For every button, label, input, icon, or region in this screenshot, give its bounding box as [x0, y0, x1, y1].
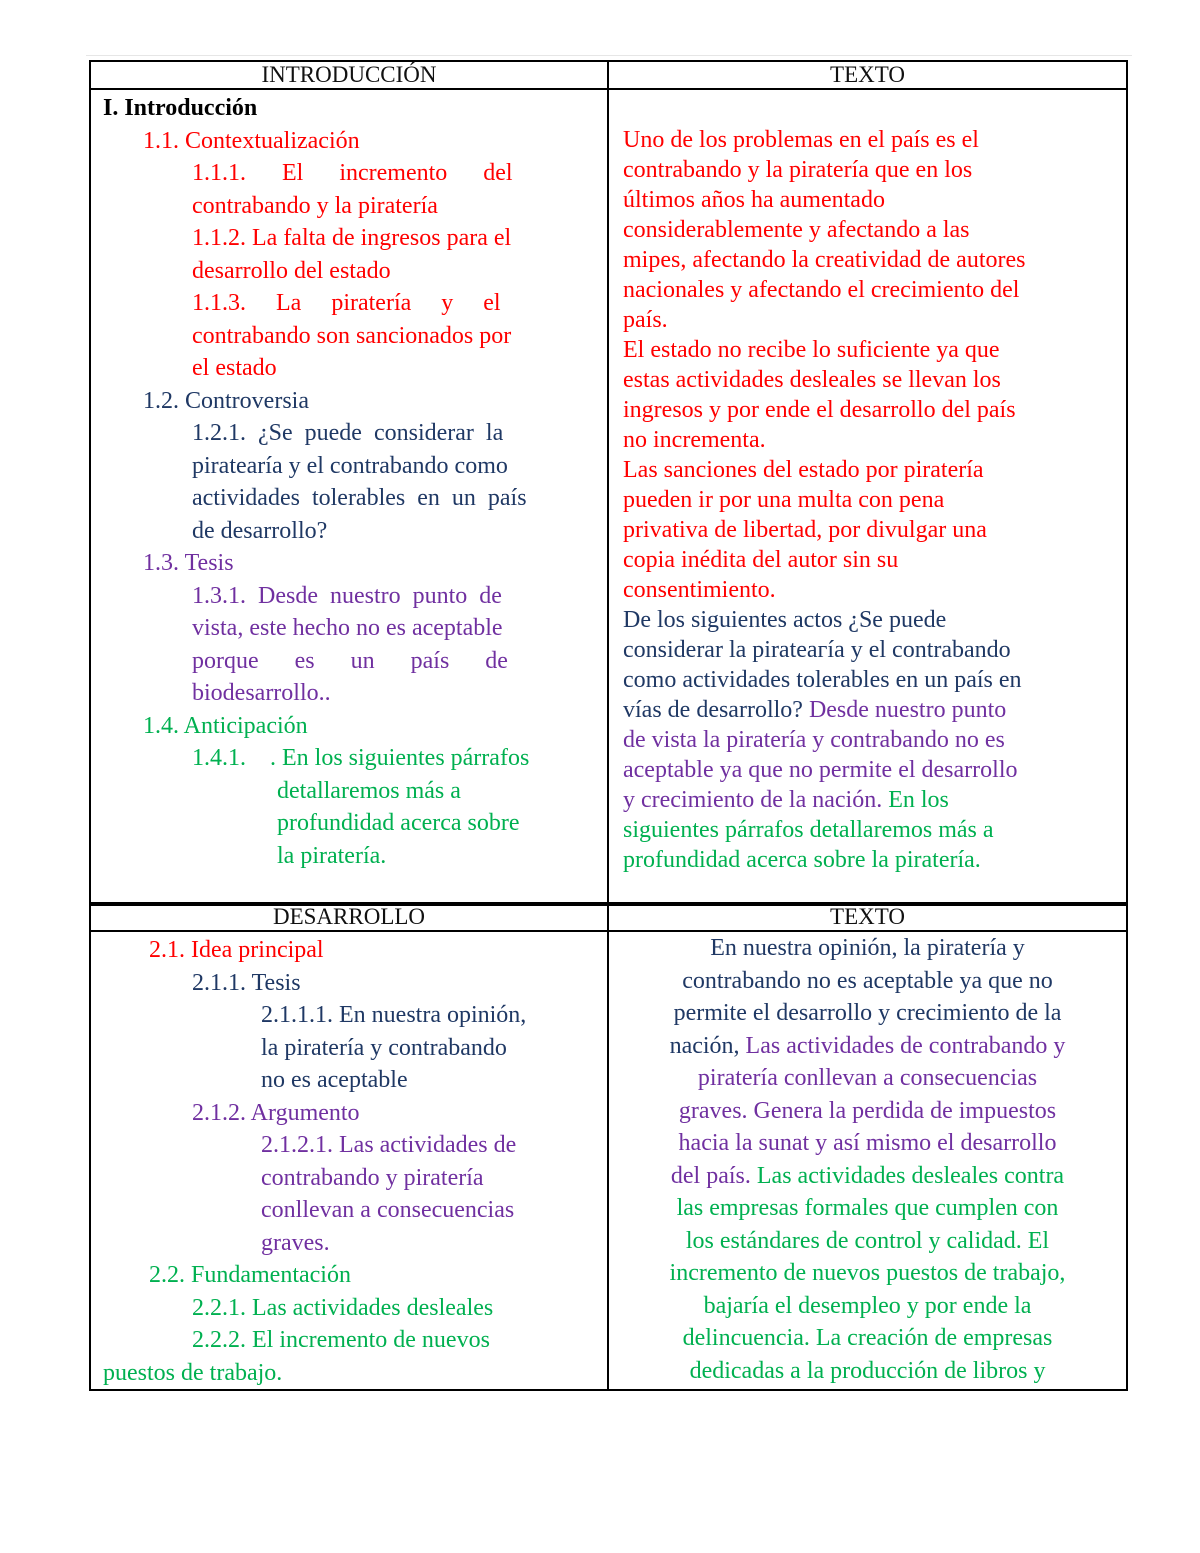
outline-item: de desarrollo? — [192, 517, 328, 544]
outline-item: contrabando y la piratería — [192, 192, 438, 219]
outline-item: 1.1.2. La falta de ingresos para el — [192, 225, 512, 251]
body-line: Uno de los problemas en el país es el — [623, 127, 979, 153]
body-line: aceptable ya que no permite el desarrollo — [623, 757, 1018, 783]
body-line: permite el desarrollo y crecimiento de la — [673, 1000, 1062, 1026]
outline-item: 1.3.1. Desde nuestro punto de — [192, 582, 502, 609]
outline-item: 1.2. Controversia — [143, 387, 309, 414]
body-span: y crecimiento de la nación. — [623, 787, 883, 813]
body-line: no incrementa. — [623, 427, 766, 453]
desarrollo-table — [89, 902, 1128, 1391]
body-text-cell — [608, 89, 1127, 905]
body-line — [623, 785, 1120, 815]
table-header-row — [90, 903, 1127, 931]
body-span: nación, — [669, 1032, 740, 1059]
outline-cell — [90, 931, 608, 1390]
outline-item: puestos de trabajo. — [103, 1359, 283, 1386]
body-line: delincuencia. La creación de empresas — [682, 1325, 1053, 1351]
body-line: El estado no recibe lo suficiente ya que — [623, 337, 1000, 363]
outline-item: biodesarrollo.. — [192, 680, 331, 706]
body-line: contrabando y la piratería que en los — [623, 157, 973, 183]
body-line: considerar la pirateaгía y el contrabando — [623, 637, 1011, 663]
table-header-row — [90, 61, 1127, 89]
outline-item: conllevan a consecuencias — [261, 1197, 515, 1223]
outline-item: vista, este hecho no es aceptable — [192, 615, 503, 641]
body-line: siguientes párrafos detallaremos más a — [623, 817, 994, 843]
outline-item: 1.1. Contextualización — [143, 127, 360, 154]
column-header-texto: TEXTO — [608, 61, 1127, 89]
outline-item: 1.2.1. ¿Se puede considerar la — [192, 420, 504, 446]
outline-item: 2.1.1.1. En nuestra opinión, — [261, 1002, 527, 1028]
body-line: De los siguientes actos ¿Se puede — [623, 607, 947, 633]
outline-item: 2.1.1. Tesis — [192, 969, 301, 996]
outline-item: 2.2.1. Las actividades desleales — [192, 1294, 494, 1321]
body-line — [609, 1160, 1126, 1193]
outline-item: contrabando y piratería — [261, 1164, 484, 1191]
outline-item: el estado — [192, 355, 277, 381]
body-line: nacionales y afectando el crecimiento del — [623, 277, 1020, 303]
outline-item: 2.2. Fundamentación — [149, 1262, 351, 1288]
outline-item: la piratería y contrabando — [261, 1034, 507, 1061]
outline-text: 1.1.1. El incremento del — [192, 160, 513, 186]
body-line: Las sanciones del estado por piratería — [623, 457, 984, 483]
outline-item: 2.2.2. El incremento de nuevos — [192, 1327, 490, 1353]
outline-item: desarrollo del estado — [192, 257, 391, 284]
body-line: como actividades tolerables en un país en — [623, 667, 1022, 693]
outline-item: contrabando son sancionados por — [192, 322, 512, 349]
body-line: incremento de nuevos puestos de trabajo, — [669, 1260, 1066, 1286]
body-line — [609, 1030, 1126, 1063]
introduccion-table — [89, 60, 1128, 906]
body-span: vías de desarrollo? — [623, 697, 803, 723]
body-line: estas actividades desleales se llevan los — [623, 367, 1001, 393]
body-line: consentimiento. — [623, 577, 776, 603]
outline-item: graves. — [261, 1229, 330, 1256]
body-line: En nuestra opinión, la piratería y — [710, 935, 1025, 961]
body-line: contrabando no es aceptable ya que no — [682, 967, 1053, 994]
outline-item: 2.1.2. Argumento — [192, 1099, 360, 1126]
body-line: piratería conllevan a consecuencias — [697, 1065, 1038, 1091]
table-row — [90, 931, 1127, 1390]
body-line: las empresas formales que cumplen con — [676, 1195, 1059, 1221]
body-line: mipes, afectando la creatividad de autores — [623, 247, 1026, 273]
outline-item: detallaremos más a — [277, 777, 461, 804]
column-header-desarrollo: DESARROLLO — [90, 903, 608, 931]
body-line — [623, 695, 1120, 725]
body-line: privativa de libertad, por divulgar una — [623, 517, 987, 543]
outline-cell — [90, 89, 608, 905]
body-line: últimos años ha aumentado — [623, 187, 885, 213]
body-span: Las actividades de contrabando y — [739, 1032, 1066, 1059]
body-line: profundidad acerca sobre la piratería. — [623, 847, 981, 873]
body-line: ingresos y por ende el desarrollo del país — [623, 397, 1016, 423]
body-line: los estándares de control y calidad. El — [685, 1227, 1050, 1254]
outline-item: pirateаría y el contrabando como — [192, 452, 508, 479]
outline-item: 1.3. Tesis — [143, 550, 234, 576]
body-span: Las actividades desleales contra — [750, 1162, 1065, 1189]
outline-item: actividades tolerables en un país — [192, 485, 527, 511]
outline-item: porque es un país de — [192, 647, 508, 674]
body-span: Desde nuestro punto — [802, 697, 1007, 723]
body-span: del país. — [670, 1162, 751, 1189]
body-text-cell — [608, 931, 1127, 1390]
body-span: En los — [882, 787, 949, 813]
column-header-texto: TEXTO — [608, 903, 1127, 931]
page-top-rule — [86, 55, 1132, 56]
body-line: graves. Genera la perdida de impuestos — [678, 1097, 1057, 1124]
body-line: hacia la sunat y así mismo el desarrollo — [678, 1130, 1057, 1156]
outline-item: 1.4.1. . En los siguientes párrafos — [192, 745, 530, 771]
outline-item: la piratería. — [277, 842, 387, 869]
body-line: pueden ir por una multa con pena — [623, 487, 945, 513]
outline-item: 2.1. Idea principal — [149, 937, 324, 963]
outline-item: no es aceptable — [261, 1067, 408, 1093]
outline-item: 1.1.3. La piratería y el — [192, 290, 501, 316]
outline-item: 2.1.2.1. Las actividades de — [261, 1132, 517, 1158]
column-header-introduccion: INTRODUCCIÓN — [90, 61, 608, 89]
spacer — [623, 94, 1120, 125]
body-line: dedicadas a la producción de libros y — [689, 1357, 1046, 1384]
body-line: país. — [623, 307, 668, 333]
body-line: considerablemente y afectando a las — [623, 217, 970, 243]
outline-item: 1.4. Anticipación — [143, 712, 308, 739]
table-row — [90, 89, 1127, 905]
body-line: copia inédita del autor sin su — [623, 547, 899, 573]
outline-item: profundidad acerca sobre — [277, 810, 520, 836]
body-line: de vista la piratería y contrabando no es — [623, 727, 1005, 753]
body-line: bajaría el desempleo y por ende la — [703, 1292, 1032, 1319]
section-heading: I. Introducción — [103, 95, 258, 121]
outline-item — [103, 157, 595, 190]
